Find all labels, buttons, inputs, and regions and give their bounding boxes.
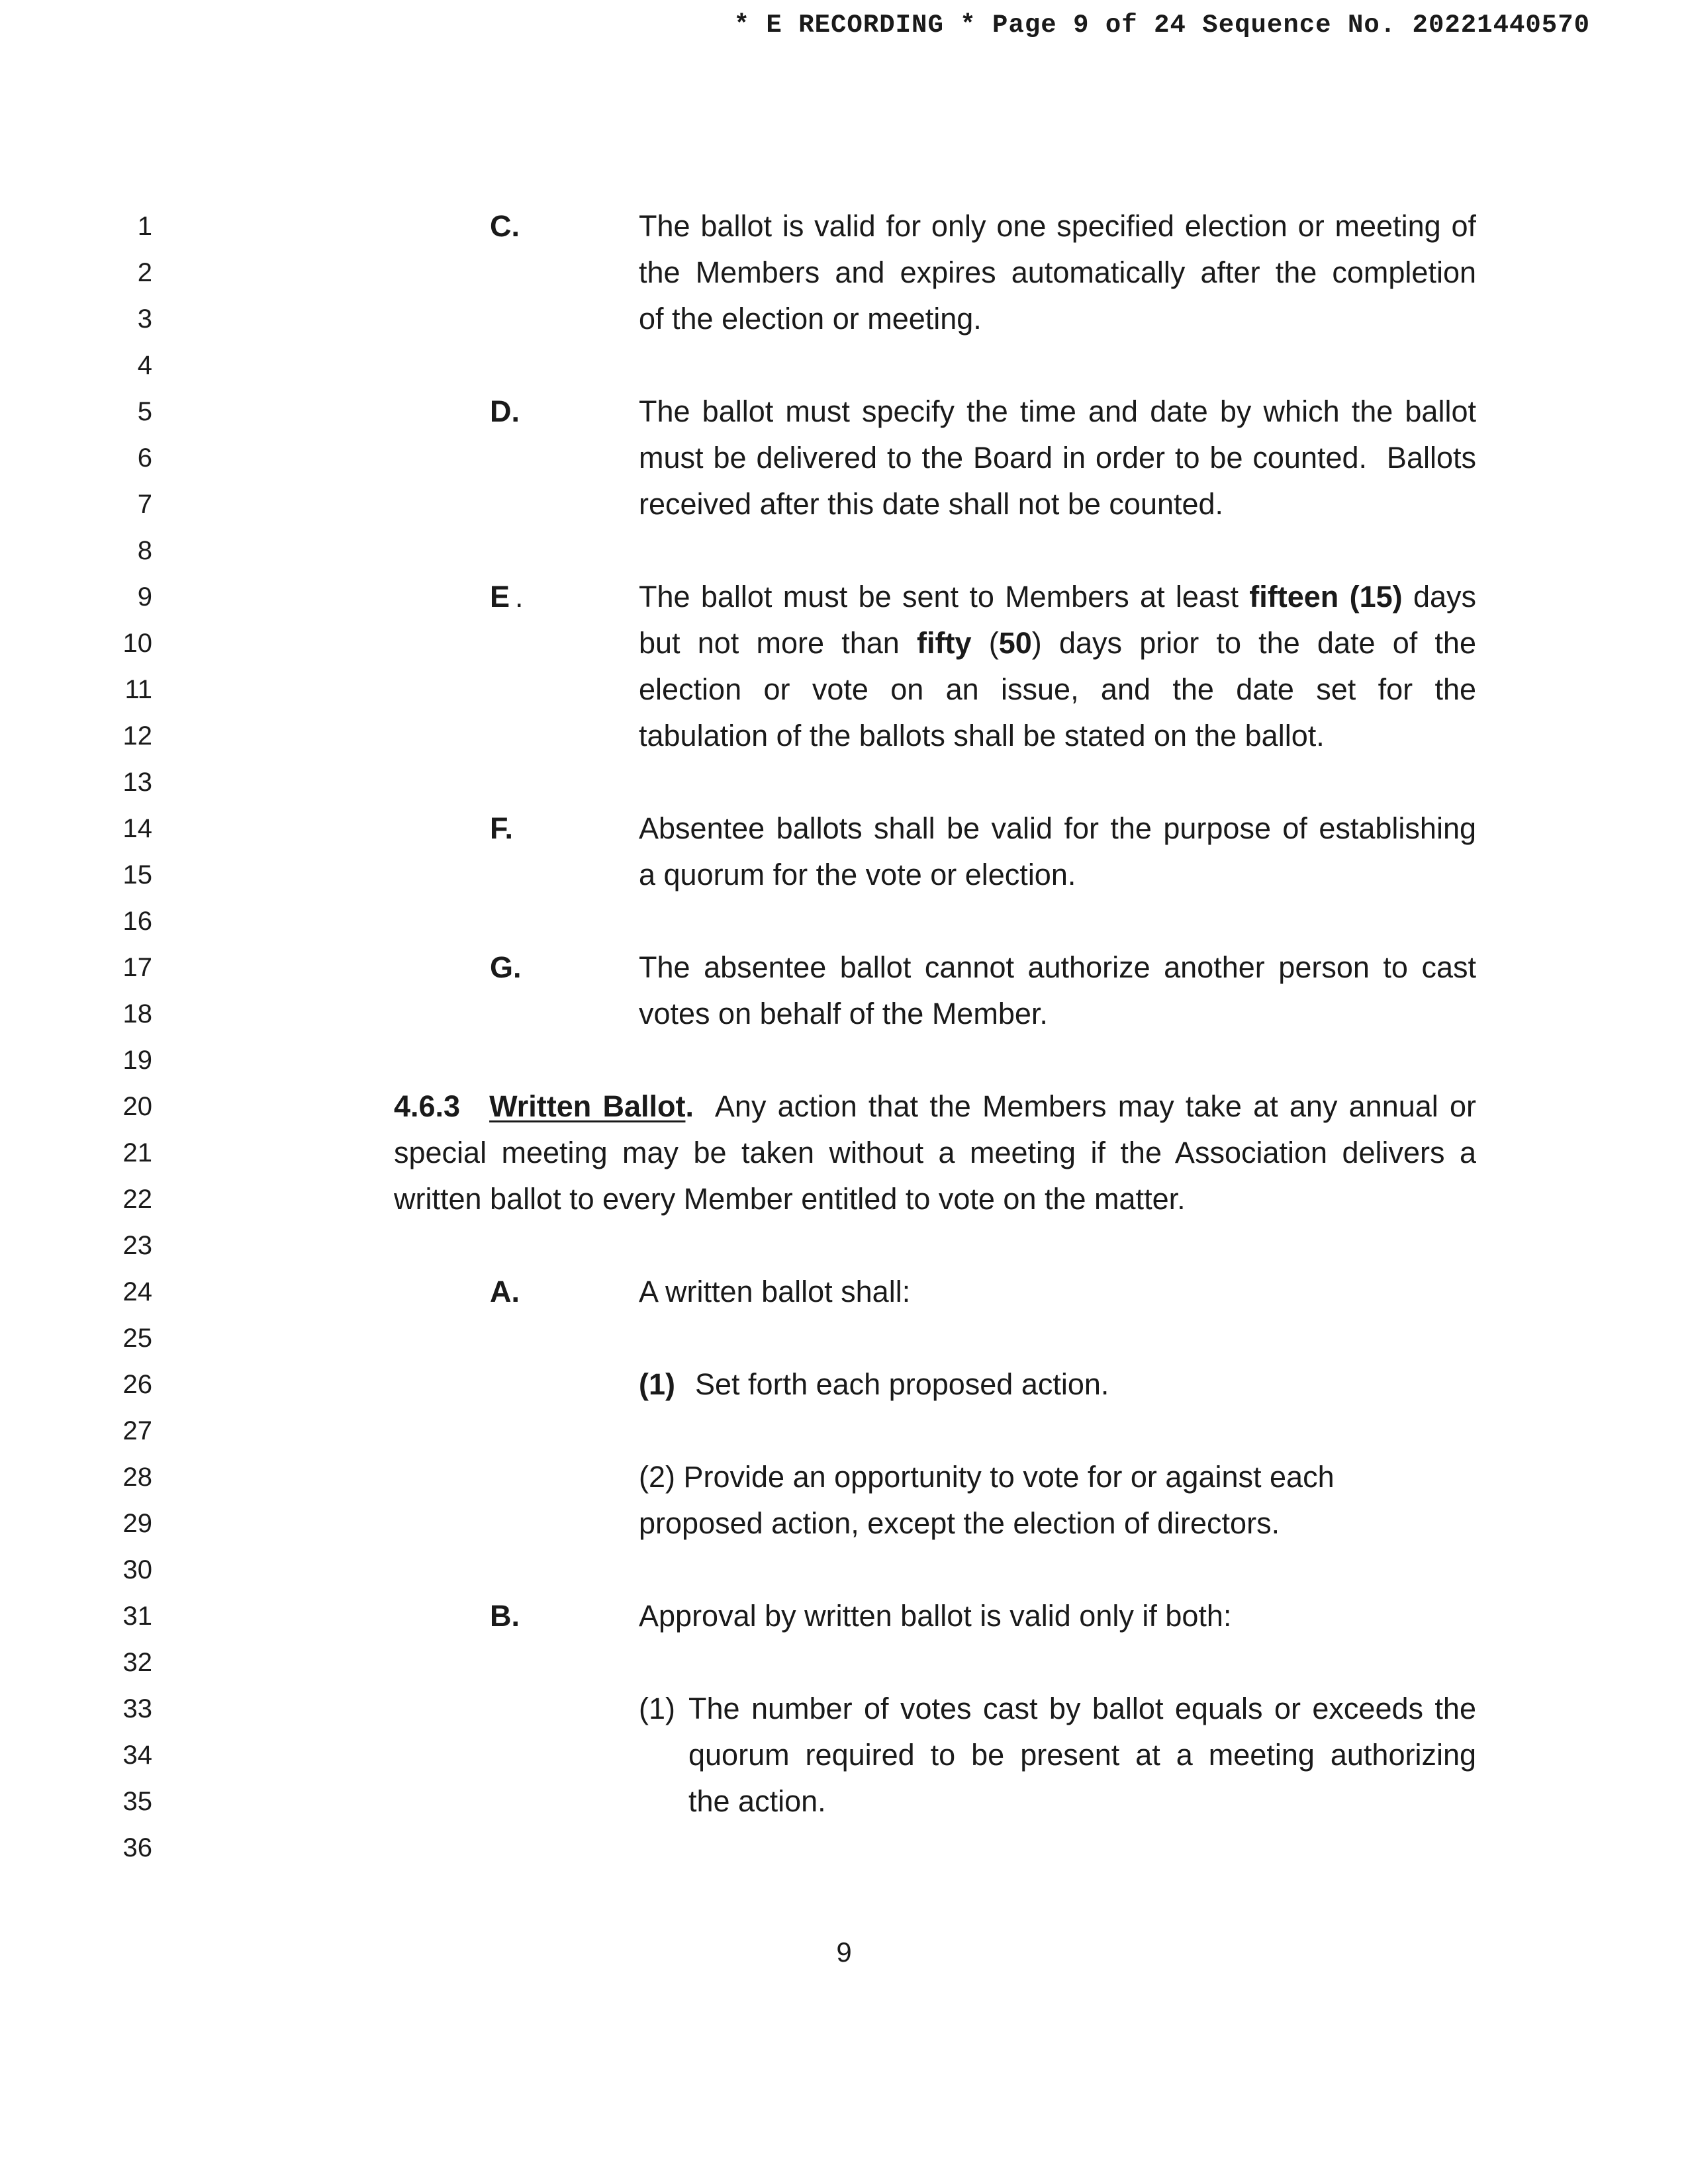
item-e-line-3: election or vote on an issue, and the date set for the: [639, 672, 1476, 706]
item-d-line-1: The ballot must specify the time and date by which the ballot: [639, 394, 1476, 428]
section-line-1-text: Any action that the Members may take at any annual or: [693, 1089, 1476, 1123]
line-number: 17: [122, 953, 152, 982]
section-title-dot: .: [685, 1089, 694, 1123]
item-c-line-2: the Members and expires automatically after the completion: [639, 255, 1476, 289]
item-e-marker-dot: .: [515, 580, 524, 614]
sub-a-item-2-line-2: proposed action, except the election of directors.: [639, 1506, 1280, 1540]
item-e-fifty: fifty: [917, 626, 972, 660]
item-e-line-2: [639, 620, 1476, 666]
item-e-fifteen: fifteen (15): [1249, 580, 1403, 614]
line-number: 18: [122, 999, 152, 1028]
line-number: 32: [122, 1648, 152, 1677]
line-number: 12: [122, 721, 152, 751]
line-number: 14: [122, 814, 152, 843]
sub-b-item-1-line-3: the action.: [688, 1784, 826, 1818]
line-number: 22: [122, 1185, 152, 1214]
item-c-line-3: of the election or meeting.: [639, 302, 982, 336]
line-number: 15: [122, 860, 152, 889]
sub-b-marker: B.: [490, 1599, 520, 1633]
line-number: 28: [122, 1463, 152, 1492]
line-number: 24: [122, 1277, 152, 1306]
line-number: 23: [122, 1231, 152, 1260]
item-d-marker: D.: [490, 394, 520, 428]
line-number: 16: [122, 907, 152, 936]
sub-a-marker: A.: [490, 1275, 520, 1308]
line-number: 11: [124, 675, 152, 704]
line-number: 6: [137, 443, 152, 473]
sub-b-text: Approval by written ballot is valid only if both:: [639, 1599, 1232, 1633]
line-number: 36: [122, 1833, 152, 1862]
sub-b-item-1-line-2: quorum required to be present at a meeting authorizing: [688, 1738, 1476, 1772]
item-g-line-2: votes on behalf of the Member.: [639, 997, 1048, 1030]
item-e-line-1: [639, 574, 1476, 620]
item-c-line-1: The ballot is valid for only one specified election or meeting of: [639, 209, 1476, 243]
line-number: 33: [122, 1694, 152, 1723]
line-number: 34: [122, 1741, 152, 1770]
section-line-1: [394, 1083, 1476, 1130]
item-f-line-2: a quorum for the vote or election.: [639, 858, 1076, 891]
line-number: 3: [137, 304, 152, 334]
sub-a-item-1: [639, 1361, 1109, 1408]
line-number: 27: [122, 1416, 152, 1445]
line-number: 35: [122, 1787, 152, 1816]
line-number: 2: [137, 258, 152, 287]
line-number: 26: [122, 1370, 152, 1399]
line-number: 13: [122, 768, 152, 797]
line-number: 5: [137, 397, 152, 426]
line-number: 25: [122, 1324, 152, 1353]
item-g-line-1: The absentee ballot cannot authorize another person to cast: [639, 950, 1476, 984]
sub-b-item-1-marker: (1): [639, 1692, 675, 1725]
item-e-marker-letter: E: [490, 580, 510, 614]
recording-header: * E RECORDING * Page 9 of 24 Sequence No. 20221440570: [733, 11, 1590, 40]
sub-a-item-2-line-1: (2) Provide an opportunity to vote for or against each: [639, 1460, 1335, 1494]
item-e-line-2-end: ) days prior to the date of the: [1031, 626, 1476, 660]
item-e-line-1-text: The ballot must be sent to Members at least: [639, 580, 1250, 614]
item-e-marker: [490, 574, 524, 620]
line-number: 8: [137, 536, 152, 565]
section-line-2: special meeting may be taken without a meeting if the Association delivers a: [394, 1136, 1476, 1169]
section-title: Written Ballot: [489, 1089, 686, 1123]
line-number: 7: [137, 490, 152, 519]
item-d-line-2: must be delivered to the Board in order to be counted. Ballots: [639, 441, 1476, 475]
section-line-3: written ballot to every Member entitled to vote on the matter.: [394, 1182, 1186, 1216]
item-e-line-2-text: but not more than: [639, 626, 917, 660]
sub-a-item-1-marker: (1): [639, 1367, 675, 1401]
item-d-line-3: received after this date shall not be counted.: [639, 487, 1224, 521]
line-number-column: [0, 0, 152, 2184]
item-e-line-1-end: days: [1402, 580, 1476, 614]
sub-b-item-1-line-1: The number of votes cast by ballot equals or exceeds the: [688, 1692, 1476, 1725]
line-number: 10: [122, 629, 152, 658]
item-c-marker: C.: [490, 209, 520, 243]
line-number: 1: [137, 212, 152, 241]
line-number: 19: [122, 1046, 152, 1075]
item-e-paren-open: (: [971, 626, 999, 660]
sub-a-item-1-text: Set forth each proposed action.: [695, 1367, 1109, 1401]
line-number: 20: [122, 1092, 152, 1121]
item-g-marker: G.: [490, 950, 522, 984]
page-number: 9: [836, 1936, 852, 1968]
line-number: 31: [122, 1602, 152, 1631]
item-e-line-4: tabulation of the ballots shall be stated on the ballot.: [639, 719, 1325, 752]
item-f-marker: F.: [490, 811, 514, 845]
item-e-fifty-number: 50: [998, 626, 1032, 660]
line-number: 21: [122, 1138, 152, 1167]
line-number: 4: [137, 351, 152, 380]
sub-a-text: A written ballot shall:: [639, 1275, 911, 1308]
section-number: 4.6.3: [394, 1089, 461, 1123]
line-number: 9: [137, 582, 152, 612]
line-number: 30: [122, 1555, 152, 1584]
item-f-line-1: Absentee ballots shall be valid for the purpose of establishing: [639, 811, 1476, 845]
line-number: 29: [122, 1509, 152, 1538]
